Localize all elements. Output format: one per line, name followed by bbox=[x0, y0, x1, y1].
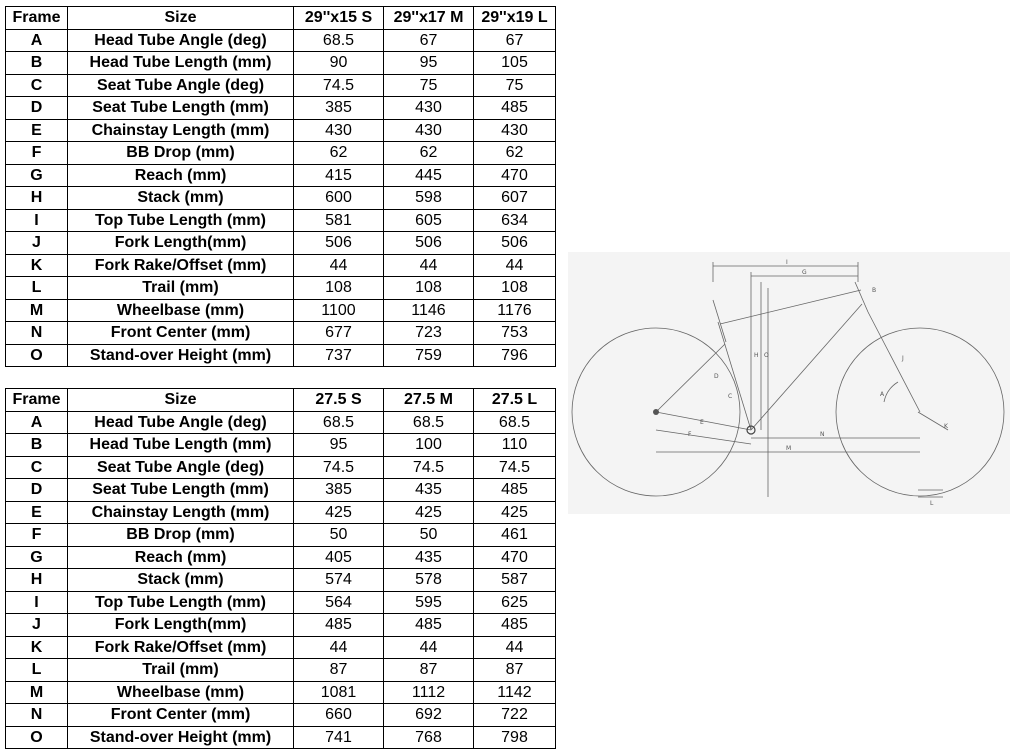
measurement-value: 90 bbox=[294, 52, 384, 75]
measurement-value: 1100 bbox=[294, 299, 384, 322]
table-row bbox=[6, 456, 556, 479]
measurement-name: Stack (mm) bbox=[68, 187, 294, 210]
measurement-name: Reach (mm) bbox=[68, 164, 294, 187]
measurement-name: Stack (mm) bbox=[68, 569, 294, 592]
measurement-value: 506 bbox=[474, 232, 556, 255]
measurement-value: 385 bbox=[294, 97, 384, 120]
frame-letter: E bbox=[6, 119, 68, 142]
table-row bbox=[6, 97, 556, 120]
measurement-value: 95 bbox=[384, 52, 474, 75]
table-row bbox=[6, 411, 556, 434]
table-row bbox=[6, 164, 556, 187]
table-row bbox=[6, 299, 556, 322]
measurement-value: 68.5 bbox=[294, 411, 384, 434]
measurement-name: Seat Tube Angle (deg) bbox=[68, 74, 294, 97]
measurement-value: 722 bbox=[474, 704, 556, 727]
diagram-label-a: A bbox=[880, 391, 885, 398]
diagram-label-b: B bbox=[872, 287, 877, 294]
table-row bbox=[6, 344, 556, 367]
measurement-value: 506 bbox=[294, 232, 384, 255]
measurement-name: Wheelbase (mm) bbox=[68, 681, 294, 704]
table-row bbox=[6, 209, 556, 232]
measurement-name: Seat Tube Length (mm) bbox=[68, 479, 294, 502]
frame-letter: K bbox=[6, 636, 68, 659]
frame-letter: L bbox=[6, 277, 68, 300]
column-header: 29''x19 L bbox=[474, 7, 556, 30]
measurement-value: 44 bbox=[474, 254, 556, 277]
measurement-value: 506 bbox=[384, 232, 474, 255]
measurement-value: 574 bbox=[294, 569, 384, 592]
seat-tube bbox=[718, 322, 751, 430]
column-header: 27.5 L bbox=[474, 389, 556, 412]
diagram-label-n: N bbox=[820, 431, 825, 438]
frame-letter: D bbox=[6, 97, 68, 120]
measurement-name: Head Tube Length (mm) bbox=[68, 434, 294, 457]
diagram-label-o: O bbox=[764, 352, 769, 359]
measurement-value: 634 bbox=[474, 209, 556, 232]
column-header: Frame bbox=[6, 7, 68, 30]
measurement-value: 100 bbox=[384, 434, 474, 457]
measurement-value: 1081 bbox=[294, 681, 384, 704]
column-header: Size bbox=[68, 389, 294, 412]
rear-hub bbox=[653, 409, 659, 415]
frame-letter: J bbox=[6, 614, 68, 637]
measurement-value: 430 bbox=[384, 119, 474, 142]
frame-letter: B bbox=[6, 434, 68, 457]
measurement-name: Stand-over Height (mm) bbox=[68, 344, 294, 367]
diagram-label-f: F bbox=[688, 431, 692, 438]
measurement-value: 759 bbox=[384, 344, 474, 367]
diagram-label-m: M bbox=[786, 445, 792, 452]
column-header: Frame bbox=[6, 389, 68, 412]
measurement-value: 737 bbox=[294, 344, 384, 367]
diagram-label-e: E bbox=[700, 419, 704, 426]
seatpost bbox=[713, 300, 726, 342]
measurement-name: Fork Length(mm) bbox=[68, 614, 294, 637]
measurement-value: 425 bbox=[474, 501, 556, 524]
frame-letter: G bbox=[6, 546, 68, 569]
measurement-value: 677 bbox=[294, 322, 384, 345]
measurement-value: 68.5 bbox=[384, 411, 474, 434]
table-row bbox=[6, 74, 556, 97]
measurement-value: 564 bbox=[294, 591, 384, 614]
measurement-value: 1112 bbox=[384, 681, 474, 704]
measurement-value: 605 bbox=[384, 209, 474, 232]
measurement-value: 430 bbox=[294, 119, 384, 142]
measurement-name: Trail (mm) bbox=[68, 659, 294, 682]
measurement-name: Fork Rake/Offset (mm) bbox=[68, 636, 294, 659]
column-header: 29''x15 S bbox=[294, 7, 384, 30]
measurement-value: 405 bbox=[294, 546, 384, 569]
column-header: 29''x17 M bbox=[384, 7, 474, 30]
measurement-value: 44 bbox=[474, 636, 556, 659]
measurement-name: Top Tube Length (mm) bbox=[68, 591, 294, 614]
measurement-name: BB Drop (mm) bbox=[68, 142, 294, 165]
measurement-value: 62 bbox=[384, 142, 474, 165]
measurement-value: 50 bbox=[384, 524, 474, 547]
diagram-label-k: K bbox=[944, 423, 948, 430]
frame-letter: G bbox=[6, 164, 68, 187]
measurement-value: 796 bbox=[474, 344, 556, 367]
measurement-value: 67 bbox=[384, 29, 474, 52]
frame-letter: M bbox=[6, 299, 68, 322]
measurement-value: 598 bbox=[384, 187, 474, 210]
measurement-value: 600 bbox=[294, 187, 384, 210]
measurement-value: 1176 bbox=[474, 299, 556, 322]
measurement-value: 108 bbox=[474, 277, 556, 300]
table-row bbox=[6, 254, 556, 277]
table-row bbox=[6, 501, 556, 524]
measurement-value: 95 bbox=[294, 434, 384, 457]
measurement-value: 68.5 bbox=[294, 29, 384, 52]
measurement-value: 50 bbox=[294, 524, 384, 547]
measurement-name: Wheelbase (mm) bbox=[68, 299, 294, 322]
measurement-value: 62 bbox=[294, 142, 384, 165]
diagram-label-g: G bbox=[802, 269, 807, 276]
measurement-value: 75 bbox=[474, 74, 556, 97]
measurement-value: 105 bbox=[474, 52, 556, 75]
table-row bbox=[6, 119, 556, 142]
table-header-row bbox=[6, 389, 556, 412]
measurement-name: Front Center (mm) bbox=[68, 322, 294, 345]
measurement-value: 44 bbox=[294, 254, 384, 277]
frame-letter: D bbox=[6, 479, 68, 502]
measurement-value: 74.5 bbox=[294, 74, 384, 97]
measurement-value: 87 bbox=[384, 659, 474, 682]
measurement-value: 44 bbox=[384, 636, 474, 659]
column-header: 27.5 M bbox=[384, 389, 474, 412]
frame-letter: I bbox=[6, 591, 68, 614]
table-row bbox=[6, 187, 556, 210]
measurement-value: 1142 bbox=[474, 681, 556, 704]
frame-letter: O bbox=[6, 726, 68, 749]
measurement-value: 607 bbox=[474, 187, 556, 210]
frame-letter: O bbox=[6, 344, 68, 367]
measurement-value: 425 bbox=[294, 501, 384, 524]
geometry-table-29 bbox=[5, 6, 556, 367]
measurement-value: 62 bbox=[474, 142, 556, 165]
measurement-value: 430 bbox=[474, 119, 556, 142]
measurement-name: Fork Rake/Offset (mm) bbox=[68, 254, 294, 277]
table-row bbox=[6, 659, 556, 682]
measurement-value: 595 bbox=[384, 591, 474, 614]
table-row bbox=[6, 434, 556, 457]
frame-letter: I bbox=[6, 209, 68, 232]
measurement-value: 578 bbox=[384, 569, 474, 592]
geometry-table-27-5 bbox=[5, 388, 556, 749]
measurement-value: 692 bbox=[384, 704, 474, 727]
table-row bbox=[6, 546, 556, 569]
frame-letter: L bbox=[6, 659, 68, 682]
measurement-value: 587 bbox=[474, 569, 556, 592]
head-tube bbox=[855, 282, 868, 312]
table-row bbox=[6, 636, 556, 659]
measurement-value: 108 bbox=[384, 277, 474, 300]
frame-letter: A bbox=[6, 29, 68, 52]
table-row bbox=[6, 277, 556, 300]
table-row bbox=[6, 29, 556, 52]
measurement-name: Head Tube Length (mm) bbox=[68, 52, 294, 75]
frame-letter: F bbox=[6, 142, 68, 165]
measurement-value: 485 bbox=[474, 97, 556, 120]
measurement-name: Head Tube Angle (deg) bbox=[68, 411, 294, 434]
measurement-value: 768 bbox=[384, 726, 474, 749]
table-row bbox=[6, 614, 556, 637]
measurement-value: 108 bbox=[294, 277, 384, 300]
frame-letter: K bbox=[6, 254, 68, 277]
measurement-value: 110 bbox=[474, 434, 556, 457]
table-row bbox=[6, 232, 556, 255]
measurement-value: 470 bbox=[474, 546, 556, 569]
measurement-value: 461 bbox=[474, 524, 556, 547]
measurement-name: Seat Tube Angle (deg) bbox=[68, 456, 294, 479]
measurement-value: 385 bbox=[294, 479, 384, 502]
measurement-value: 798 bbox=[474, 726, 556, 749]
table-row bbox=[6, 142, 556, 165]
frame-letter: M bbox=[6, 681, 68, 704]
column-header: 27.5 S bbox=[294, 389, 384, 412]
measurement-value: 741 bbox=[294, 726, 384, 749]
measurement-value: 435 bbox=[384, 546, 474, 569]
table-row bbox=[6, 322, 556, 345]
measurement-value: 68.5 bbox=[474, 411, 556, 434]
frame-letter: C bbox=[6, 456, 68, 479]
table-row bbox=[6, 704, 556, 727]
measurement-value: 660 bbox=[294, 704, 384, 727]
frame-letter: N bbox=[6, 704, 68, 727]
measurement-value: 1146 bbox=[384, 299, 474, 322]
frame-letter: N bbox=[6, 322, 68, 345]
measurement-name: Reach (mm) bbox=[68, 546, 294, 569]
table-row bbox=[6, 524, 556, 547]
measurement-value: 723 bbox=[384, 322, 474, 345]
frame-letter: F bbox=[6, 524, 68, 547]
measurement-value: 581 bbox=[294, 209, 384, 232]
measurement-value: 44 bbox=[384, 254, 474, 277]
measurement-value: 415 bbox=[294, 164, 384, 187]
measurement-value: 435 bbox=[384, 479, 474, 502]
measurement-name: Top Tube Length (mm) bbox=[68, 209, 294, 232]
measurement-name: Trail (mm) bbox=[68, 277, 294, 300]
measurement-name: Stand-over Height (mm) bbox=[68, 726, 294, 749]
measurement-name: Fork Length(mm) bbox=[68, 232, 294, 255]
measurement-value: 87 bbox=[294, 659, 384, 682]
frame-letter: C bbox=[6, 74, 68, 97]
measurement-value: 87 bbox=[474, 659, 556, 682]
diagram-label-l: L bbox=[930, 500, 934, 507]
measurement-value: 430 bbox=[384, 97, 474, 120]
table-row bbox=[6, 591, 556, 614]
frame-letter: J bbox=[6, 232, 68, 255]
diagram-label-c: C bbox=[728, 393, 733, 400]
measurement-value: 485 bbox=[384, 614, 474, 637]
measurement-value: 74.5 bbox=[384, 456, 474, 479]
frame-letter: A bbox=[6, 411, 68, 434]
table-row bbox=[6, 681, 556, 704]
frame-geometry-diagram bbox=[568, 252, 1010, 514]
measurement-value: 485 bbox=[474, 479, 556, 502]
frame-letter: H bbox=[6, 187, 68, 210]
measurement-name: Chainstay Length (mm) bbox=[68, 501, 294, 524]
measurement-value: 485 bbox=[294, 614, 384, 637]
measurement-name: Chainstay Length (mm) bbox=[68, 119, 294, 142]
measurement-value: 67 bbox=[474, 29, 556, 52]
measurement-value: 74.5 bbox=[294, 456, 384, 479]
measurement-value: 470 bbox=[474, 164, 556, 187]
fork bbox=[868, 312, 920, 412]
table-row bbox=[6, 726, 556, 749]
table-row bbox=[6, 569, 556, 592]
table-header-row bbox=[6, 7, 556, 30]
bike-frame-drawing bbox=[568, 252, 1010, 514]
measurement-name: Front Center (mm) bbox=[68, 704, 294, 727]
diagram-label-h: H bbox=[754, 352, 759, 359]
measurement-value: 74.5 bbox=[474, 456, 556, 479]
diagram-label-d: D bbox=[714, 373, 719, 380]
table-row bbox=[6, 52, 556, 75]
measurement-name: Head Tube Angle (deg) bbox=[68, 29, 294, 52]
measurement-value: 44 bbox=[294, 636, 384, 659]
measurement-name: Seat Tube Length (mm) bbox=[68, 97, 294, 120]
diagram-label-j: J bbox=[902, 355, 904, 362]
measurement-value: 75 bbox=[384, 74, 474, 97]
measurement-value: 445 bbox=[384, 164, 474, 187]
diagram-label-i: I bbox=[786, 259, 788, 266]
table-row bbox=[6, 479, 556, 502]
frame-letter: H bbox=[6, 569, 68, 592]
measurement-value: 425 bbox=[384, 501, 474, 524]
measurement-value: 753 bbox=[474, 322, 556, 345]
measurement-value: 625 bbox=[474, 591, 556, 614]
measurement-value: 485 bbox=[474, 614, 556, 637]
frame-letter: E bbox=[6, 501, 68, 524]
frame-letter: B bbox=[6, 52, 68, 75]
measurement-name: BB Drop (mm) bbox=[68, 524, 294, 547]
top-tube bbox=[720, 290, 861, 324]
column-header: Size bbox=[68, 7, 294, 30]
